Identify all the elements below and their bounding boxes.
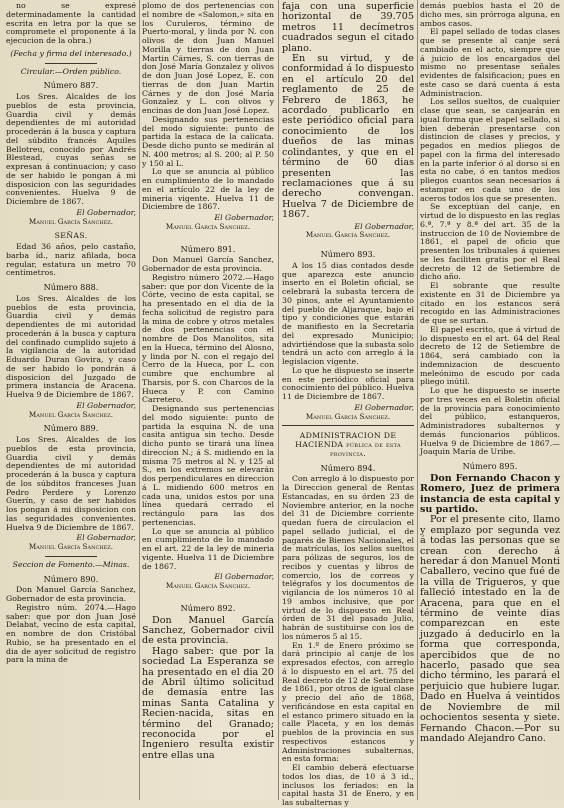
text-paragraph: Se exceptúan del canje, en virtud de lo dispuesto en las reglas 6.ª, 7.ª y 8.ª del art. 35 de la instruccion de 10 de Noviembre de 1861, el papel de oficio que presenten los tribunales á quienes se les faciliten gratis por el Real decreto de 12 de Setiembre de dicho año. bbox=[420, 202, 560, 282]
subsection-heading: SEÑAS. bbox=[54, 231, 88, 241]
signature-name: Manuel García Sanchez. bbox=[28, 216, 114, 226]
text-paragraph: El sobrante que resulte existente en 31 de Diciembre ya citado en los estancos será recogido en las Administraciones de que se surtan. bbox=[420, 281, 560, 325]
signature-name: Manuel García Sanchez. bbox=[165, 221, 251, 231]
text-paragraph: Registro número 2072.—Hago saber: que por don Vicente de la Córte, vecino de esta capital, se ha presentado en el dia de la fecha solicitud de registro para la mina de cobre y otros metales de dos pertenencias con el nombre de Dos Manolitos, sita en la Hueca, término del Alosno, y linda por N. con el regajo del Cerro de la Hueca, por L. con cumbre que enchumbre al Tharsis, por S. con Charcos de la Hueca y P. con Camino Carretero. bbox=[142, 272, 274, 405]
notice-number: Número 895. bbox=[462, 461, 518, 471]
text-paragraph: faja con una superficie horizontal de 39.705 metros 11 decímetros cuadrados segun el citado plano. bbox=[282, 1, 414, 54]
notice-number: Número 893. bbox=[320, 249, 376, 260]
signature-title: El Gobernador, bbox=[76, 533, 136, 543]
text-paragraph: Lo que he dispuesto se inserte por tres veces en el Boletin oficial de la provincia para conocimiento del público, estanqueros, Administradores subalternos y demás funcionarios públicos. Huelva 9 de Diciembre de 1867.—Joaquin María de Uribe. bbox=[420, 386, 560, 457]
column-4 bbox=[420, 2, 560, 798]
column-1 bbox=[6, 2, 136, 798]
text-paragraph: Don Manuel García Sanchez, Gobernador de esta provincia. bbox=[142, 255, 274, 273]
signature-name: Manuel García Sanchez. bbox=[305, 411, 391, 421]
signature-title: El Gobernador, bbox=[354, 221, 414, 231]
signature-name: Manuel García Sanchez. bbox=[305, 230, 391, 240]
column-3 bbox=[282, 1, 414, 808]
text-paragraph: Designando sus pertenencias del modo siguiente: punto de partida la esquina N. de una casita antigua sin techo. Desde dicho punto se tirará una línea direccion N.; á S. midiendo en la misma 75 metros al N. y 125 al S., en los extremos se elevarán dos perpendiculares en direccion á L. midiendo 600 metros en cada una, unidos estos por una línea quedará cerrado el rectángulo para las dos pertenencias. bbox=[142, 404, 274, 527]
signature-name: Manuel García Sanchez. bbox=[28, 542, 114, 551]
text-paragraph: En su virtud, y de conformidad á lo dispuesto en el artículo 20 del reglamento de 25 de Febrero de 1863, he acordado publicarlo en este periódico oficial para conocimiento de los dueños de las minas colindantes, y que en el término de 60 dias presenten las reclamaciones que á su derecho convengan. Huelva 7 de Diciembre de 1867. bbox=[282, 53, 414, 221]
text-paragraph: Los Sres. Alcaldes de los pueblos de esta provincia, Guardia civil y demás dependientes de mi autoridad procederán á la busca y captura del súbdito francés Aquiles Bellotreu, conocido por Andrés Blestead, cuyas señas se expresan á continuacion; y caso de ser habido le pongan á mi disposicion con las seguridades convenientes. Huelva 9 de Diciembre de 1867. bbox=[6, 92, 136, 206]
column-rule bbox=[278, 0, 279, 800]
text-paragraph: El cambio deberá efectuarse todos los dias, de 10 á 3 id., inclusos los feriados: en la capital hasta 31 de Enero, y en las subalternas y bbox=[282, 763, 414, 808]
signature-title: El Gobernador, bbox=[214, 213, 274, 222]
text-paragraph: Los Sres. Alcaldes de los pueblos de esta provincia, Guardia civil y demás dependientes de mi autoridad procederán á la busca y captura de los súbditos franceses Juan Pedro Perdere y Lorenzo Guerín, y caso de ser habidos los pongan á mi disposicion con las seguridades convenientes. Huelva 9 de Diciembre de 1867. bbox=[6, 435, 136, 532]
signature-title: El Gobernador, bbox=[76, 400, 136, 410]
column-2 bbox=[142, 2, 274, 798]
signature-title: El Gobernador, bbox=[76, 207, 136, 217]
notice-number: Número 887. bbox=[43, 80, 99, 91]
text-paragraph: Los sellos sueltos, de cualquier clase que sean, se canjearán en igual forma que el papel sellado, si bien deberán presentarse con distincion de clases y precios, y pegados en medios pliegos de papel con la firma del interesado en la parte inferior ó al dorso si en esta no cabe, ó en tantos medios pliegos cuantos sean necesarios á estampar en cada uno de los aceros todos los que se presenten. bbox=[420, 97, 560, 203]
notice-number: Número 894. bbox=[320, 462, 376, 473]
divider bbox=[282, 425, 414, 426]
text-paragraph: Don Manuel García Sanchez, Gobernador civil de esta provincia. bbox=[142, 614, 274, 647]
signature-name: Manuel García Sanchez. bbox=[28, 409, 114, 419]
column-rule bbox=[139, 0, 140, 800]
text-paragraph: El papel escrito, que á virtud de lo dispuesto en el art. 64 del Real decreto de 12 de Setiembre de 1864, será cambiado con la indemnizacion de descuento meleónimo de escudo por cada pliego inútil. bbox=[420, 324, 560, 387]
notice-number: Número 889. bbox=[43, 423, 99, 434]
text-paragraph: Designando sus pertenencias del modo siguiente: punto de partida la estaca de la calicata. Desde dicho punto se medirán al N. 400 metros; al S. 200; al P. 50 y 150 al L. bbox=[142, 114, 274, 168]
section-heading: ADMINISTRACION DE HACIENDA pública de esta provincia. bbox=[295, 431, 401, 458]
section-heading: Seccion de Fomento.—Minas. bbox=[12, 559, 130, 569]
text-paragraph: A los 15 dias contados desde que aparezca este anuncio inserto en el Boletin oficial, se celebrará la subasta tercera de 30 pinos, ante el Ayuntamiento del pueblo de Aljaraque, bajo el tipo y condiciones que estarán de manifiesto en la Secretaría del expresado Municipio; advirtiéndose que la subasta solo tendrá un acto con arreglo á la legislacion vigente. bbox=[282, 260, 414, 367]
notice-number: Número 890. bbox=[43, 573, 99, 584]
text-paragraph: Lo que he dispuesto se inserte en este periódico oficial para conocimiento del público. Huelva 11 de Diciembre de 1867. bbox=[282, 365, 414, 402]
text-paragraph: Lo que se anuncia al público en cumplimiento de lo mandado en el artículo 22 de la ley de mineria vigente. Huelva 11 de Diciembre de 1867. bbox=[142, 167, 274, 212]
signature-name: Manuel García Sanchez. bbox=[165, 581, 251, 590]
text-paragraph: plomo de dos pertenencias con el nombre de «Salomon,» sita en los Curuleros, término de Puerto-moral, y linda por N. con olivos de don Juan Manuel Morilla y tierras de don Juan Martin Cárnes, S. con tierras de don José María Gonzalez y olivos de don Juan José Lopez, E. con tierras de don Juan Martin Cárnes y de don José María Gonzalez y L. con olivos y encinas de don Juan José Lopez. bbox=[142, 1, 274, 115]
text-paragraph: no se expresé determinadamente la cantidad escrita en letra por la que se compromete el proponente á la ejecucion de la obra.) bbox=[6, 1, 136, 45]
notice-number: Número 891. bbox=[180, 243, 236, 254]
signature-title: El Gobernador, bbox=[354, 402, 414, 412]
text-paragraph: Registro núm. 2074.—Hago saber: que por don Juan José Delabat, vecino de esta capital, en nombre de don Cristóbal Rubio, se ha presentado en el dia de ayer solicitud de registro para la mina de bbox=[6, 602, 136, 665]
text-paragraph: Los Sres. Alcaldes de los pueblos de esta provincia, Guardia civil y demás dependientes de mi autoridad procederán á la busca y captura del confinado cumplido sujeto á la vigilancia de la autoridad Eduardo Duran Govira, y caso de ser habido lo pondrán á disposicion del Juzgado de primera instancia de Aracena. Huelva 9 de Diciembre de 1867. bbox=[6, 293, 136, 399]
notice-number: Número 892. bbox=[180, 602, 236, 613]
text-paragraph: Lo que se anuncia al público en cumplimiento de lo mandado en el art. 22 de la ley de mineria vigente. Huelva 11 de Diciembre de 1867. bbox=[142, 526, 274, 571]
text-paragraph: Por el presente cito, llamo y emplazo por segunda vez á todas las personas que se crean con derecho á heredar á don Manuel Monti Caballero, vecino que fué de la villa de Trigueros, y que falleció intestado en la de Aracena, para que en el término de veinte dias comparezcan en este juzgado á deducirlo en la forma que corresponda, apercibidos que de no hacerlo, pasado que sea dicho término, les parará el perjuicio que hubiere lugar. Dado en Huelva á veintidos de Noviembre de mil ochocientos sesenta y siete. Fernando Chacon.—Por su mandado Alejandro Cano. bbox=[420, 514, 560, 744]
section-heading: Circular.—Orden público. bbox=[20, 66, 122, 76]
text-paragraph: En 1.º de Enero próximo se dará principio al canje de los expresados efectos, con arreglo á lo dispuesto en el art. 75 del Real decreto de 12 de Setiembre de 1861, por otros de igual clase y precio del año de 1868, verificándose en esta capital en el estanco primero situado en la calle Placeta, y en los demás pueblos de la provincia en sus respectivos estancos y Administraciones subalternas, en esta forma: bbox=[282, 640, 414, 764]
text-paragraph: Don Manuel García Sanchez, Gobernador de esta provincia. bbox=[6, 585, 136, 603]
column-rule bbox=[417, 0, 418, 800]
text-paragraph: El papel sellado de todas clases que se presente al canje será cambiado en el acto, siempre que á juicio de los encargados del mismo no presentase señales evidentes de falsificacion; pues en este caso se dará cuenta á esta Administracion. bbox=[420, 27, 560, 98]
divider bbox=[45, 556, 97, 557]
signature-title: El Gobernador, bbox=[214, 572, 274, 582]
text-paragraph: demás pueblos hasta el 20 de dicho mes, sin prórroga alguna, en ambos casos. bbox=[420, 1, 560, 28]
divider bbox=[45, 63, 97, 64]
text-paragraph: Edad 36 años, pelo castaño, barba íd., nariz afilada, boca regular, estatura un metro 70 centímetros. bbox=[6, 242, 136, 278]
text-paragraph: Don Fernando Chacon y Romero, Juez de primera instancia de esta capital y su partido. bbox=[420, 472, 560, 515]
signature-note: (Fecha y firma del interesado.) bbox=[10, 48, 132, 58]
notice-number: Número 888. bbox=[43, 282, 99, 292]
text-paragraph: Con arreglo á lo dispuesto por la Direccion general de Rentas Estancadas, en su órden 23 de Noviembre anterior, en la noche del 31 de Diciembre corriente quedan fuera de circulacion el papel sellado judicial, el de pagarés de Bienes Nacionales, el de matrículas, los sellos sueltos para pólizas de seguros, los de recibos y cuentas y libros de comercio, los de correos y telégrafos y los documentos de vigilancia de los números 10 al 19 ambos inclusive, que por virtud de lo dispuesto en Real órden de 31 del pasado Julio, habrán de sustituirse con los de los números 5 al 15. bbox=[282, 474, 414, 641]
text-paragraph: Hago saber: que por la sociedad La Esperanza se ha presentado en el dia 20 de Abril último solicitud de demasía entre las minas Santa Catalina y Recien-nacida, sitas en término del Granado; reconocida por el Ingeniero resulta existir entre ellas una bbox=[142, 645, 274, 761]
